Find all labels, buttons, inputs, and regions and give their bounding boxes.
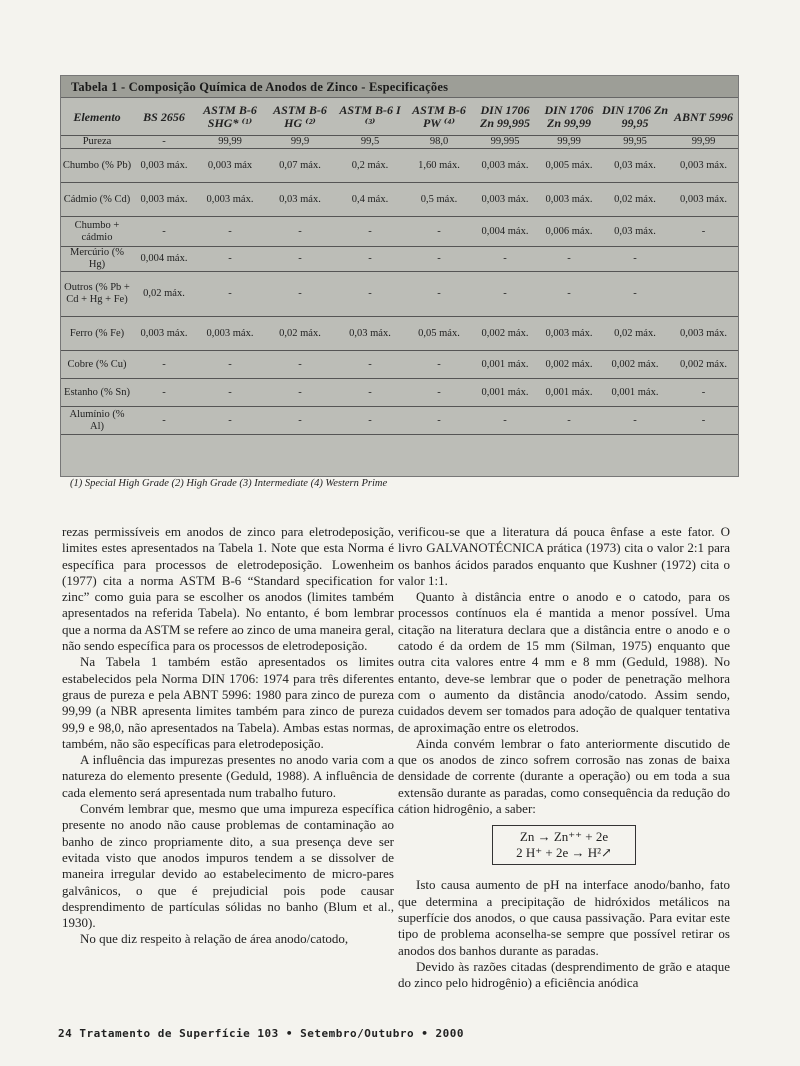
table-cell: - — [133, 379, 195, 407]
table-cell: 0,05 máx. — [405, 317, 473, 351]
table-header: DIN 1706 Zn 99,995 — [473, 99, 537, 136]
table-cell: - — [265, 217, 335, 247]
spec-table — [61, 99, 738, 435]
table-cell: - — [195, 407, 265, 435]
table-row — [61, 183, 738, 217]
table-cell: - — [473, 407, 537, 435]
table-cell: - — [537, 407, 601, 435]
paragraph: A influência das impurezas presentes no anodo varia com a natureza do elemento presente (Geduld, 1988). A influência de cada elemento será apresentada num trabalho futuro. — [62, 752, 394, 800]
table-cell: - — [537, 247, 601, 272]
table-cell: 0,003 máx. — [133, 183, 195, 217]
table-cell: 0,006 máx. — [537, 217, 601, 247]
page-footer: 24 Tratamento de Superfície 103 • Setembro/Outubro • 2000 — [58, 1027, 464, 1040]
table-row — [61, 351, 738, 379]
table-cell: 0,002 máx. — [537, 351, 601, 379]
table-cell: 0,003 máx. — [473, 183, 537, 217]
table-row — [61, 317, 738, 351]
table-cell: - — [195, 379, 265, 407]
table-row — [61, 379, 738, 407]
table-cell: - — [669, 379, 738, 407]
equation-box — [492, 825, 636, 865]
table-cell: 0,003 máx. — [195, 317, 265, 351]
table-cell: 0,002 máx. — [473, 317, 537, 351]
table-cell: 99,995 — [473, 136, 537, 149]
table-cell: 0,003 máx. — [133, 317, 195, 351]
table-cell: - — [265, 407, 335, 435]
equation-zinc: Zn → Zn⁺⁺ + 2e — [519, 829, 609, 845]
table-cell — [669, 247, 738, 272]
paragraph: rezas permissíveis em anodos de zinco para eletrodeposição, limites estes apresentados na Tabela 1. Note que esta Norma é específica para processos de eletrodeposição. Lowenheim (1977) cita a norma ASTM B-6 “Standard specification for zinc” como guia para se escolher os anodos (limites também apresentados na referida Tabela). No entanto, é bom lembrar que a norma da ASTM se refere ao zinco de uma maneira geral, não sendo específica para os processos de eletrodeposição. — [62, 524, 394, 654]
table-row — [61, 136, 738, 149]
table-cell: 0,002 máx. — [669, 351, 738, 379]
table-cell: 0,03 máx. — [601, 149, 669, 183]
row-element-label: Chumbo + cádmio — [61, 217, 133, 247]
table-cell: 98,0 — [405, 136, 473, 149]
table-header: DIN 1706 Zn 99,99 — [537, 99, 601, 136]
table-cell: 0,004 máx. — [133, 247, 195, 272]
table-cell: 0,001 máx. — [473, 351, 537, 379]
table-cell: - — [133, 351, 195, 379]
table-cell: 99,5 — [335, 136, 405, 149]
table-cell: - — [405, 407, 473, 435]
table-composition — [60, 75, 739, 477]
table-cell: - — [195, 272, 265, 317]
table-cell: - — [133, 217, 195, 247]
table-cell: 0,4 máx. — [335, 183, 405, 217]
table-header: BS 2656 — [133, 99, 195, 136]
row-element-label: Outros (% Pb + Cd + Hg + Fe) — [61, 272, 133, 317]
table-cell: 0,001 máx. — [601, 379, 669, 407]
table-cell: - — [473, 247, 537, 272]
table-row — [61, 272, 738, 317]
row-element-label: Pureza — [61, 136, 133, 149]
table-cell: - — [473, 272, 537, 317]
table-row — [61, 217, 738, 247]
table-cell: 0,07 máx. — [265, 149, 335, 183]
table-cell: 0,001 máx. — [473, 379, 537, 407]
table-row — [61, 149, 738, 183]
table-cell: 0,02 máx. — [601, 317, 669, 351]
left-column — [62, 524, 394, 948]
table-header: ASTM B-6 SHG* ⁽¹⁾ — [195, 99, 265, 136]
table-cell: - — [335, 407, 405, 435]
table-cell: 0,5 máx. — [405, 183, 473, 217]
table-cell: 99,99 — [195, 136, 265, 149]
paragraph: Na Tabela 1 também estão apresentados os limites estabelecidos pela Norma DIN 1706: 1974 para três diferentes graus de pureza e pela ABNT 5996: 1980 para zinco de pureza 99,99 (a NBR apresenta limites também para zinco de pureza 99,9 e 98,0, não apresentados na Tabela). Ambas estas normas, também, não são específicas para eletrodeposição. — [62, 654, 394, 751]
table-cell: - — [133, 407, 195, 435]
table-cell: 99,99 — [537, 136, 601, 149]
table-row — [61, 247, 738, 272]
table-header: Elemento — [61, 99, 133, 136]
table-cell: 99,95 — [601, 136, 669, 149]
table-cell: 0,001 máx. — [537, 379, 601, 407]
paragraph: verificou-se que a literatura dá pouca ênfase a este fator. O livro GALVANOTÉCNICA prática (1973) cita o valor 2:1 para os banhos ácidos parados enquanto que Kushner (1972) cita o valor 1:1. — [398, 524, 730, 588]
table-cell: - — [405, 247, 473, 272]
table-cell: 0,005 máx. — [537, 149, 601, 183]
table-cell: - — [669, 407, 738, 435]
row-element-label: Cobre (% Cu) — [61, 351, 133, 379]
table-cell: - — [265, 247, 335, 272]
table-cell: 0,004 máx. — [473, 217, 537, 247]
paragraph: Quanto à distância entre o anodo e o catodo, para os processos contínuos ela é mantida a menor possível. Uma citação na literatura declara que a distância entre o anodo e o catodo é da ordem de 15 mm (Silman, 1975) enquanto que outra cita valores entre 4 mm e 8 mm (Geduld, 1988). No entanto, deve-se lembrar que o poder de penetração melhora com o aumento da distância anodo/catodo. Assim sendo, cuidados devem ser tomados para adoção de qualquer tentativa de aproximação entre os eletrodos. — [398, 589, 730, 735]
row-element-label: Ferro (% Fe) — [61, 317, 133, 351]
table-cell: 99,9 — [265, 136, 335, 149]
table-cell: - — [601, 247, 669, 272]
table-cell: - — [601, 407, 669, 435]
table-cell: 0,003 máx. — [133, 149, 195, 183]
table-cell: - — [335, 217, 405, 247]
table-cell: 0,003 máx. — [195, 183, 265, 217]
row-element-label: Chumbo (% Pb) — [61, 149, 133, 183]
table-cell: 0,03 máx. — [265, 183, 335, 217]
row-element-label: Estanho (% Sn) — [61, 379, 133, 407]
paragraph: Convém lembrar que, mesmo que uma impureza específica presente no anodo não cause problemas de contaminação ao banho de zinco propriamente dito, a sua presença deve ser evitada visto que anodos impuros tendem a se dissolver de maneira irregular devido ao estabelecimento de micro-pares galvânicos, o que é prejudicial pois pode causar desprendimento de partículas sólidas no banho (Blum et al., 1930). — [62, 801, 394, 931]
table-cell: 0,003 máx — [195, 149, 265, 183]
table-cell: - — [195, 247, 265, 272]
table-cell: - — [265, 272, 335, 317]
table-header: ASTM B-6 HG ⁽²⁾ — [265, 99, 335, 136]
table-header: ASTM B-6 I ⁽³⁾ — [335, 99, 405, 136]
table-footnotes: (1) Special High Grade (2) High Grade (3) Intermediate (4) Western Prime — [70, 478, 388, 489]
table-cell: 1,60 máx. — [405, 149, 473, 183]
paragraph: Ainda convém lembrar o fato anteriormente discutido de que os anodos de zinco sofrem corrosão nas zonas de baixa densidade de corrente (durante a operação) ou em toda a sua extensão durante as paradas, como consequência da redução do cátion hidrogênio, a saber: — [398, 735, 730, 817]
table-cell: 0,02 máx. — [133, 272, 195, 317]
table-cell: 0,003 máx. — [669, 317, 738, 351]
table-row — [61, 407, 738, 435]
table-cell: 99,99 — [669, 136, 738, 149]
table-title: Tabela 1 - Composição Química de Anodos de Zinco - Especificações — [61, 76, 738, 98]
paragraph: Devido às razões citadas (desprendimento de grão e ataque do zinco pelo hidrogênio) a eficiência anódica — [398, 958, 730, 991]
paragraph: Isto causa aumento de pH na interface anodo/banho, fato que determina a precipitação de hidróxidos metálicos na superfície dos anodos, o que causa passivação. Para evitar este tipo de problema aconselha-se sempre que possível retirar os anodos dos banhos durante as paradas. — [398, 877, 730, 958]
table-cell: 0,003 máx. — [669, 149, 738, 183]
table-cell: - — [405, 272, 473, 317]
row-element-label: Alumínio (% Al) — [61, 407, 133, 435]
table-cell: 0,03 máx. — [335, 317, 405, 351]
table-cell: - — [601, 272, 669, 317]
table-cell: - — [335, 351, 405, 379]
table-header-row — [61, 99, 738, 136]
table-cell: - — [195, 217, 265, 247]
table-cell: - — [265, 379, 335, 407]
table-cell: - — [335, 379, 405, 407]
table-cell: - — [133, 136, 195, 149]
table-cell: 0,2 máx. — [335, 149, 405, 183]
table-cell: - — [405, 379, 473, 407]
right-column — [398, 524, 730, 991]
table-cell: 0,02 máx. — [601, 183, 669, 217]
table-cell: - — [335, 272, 405, 317]
row-element-label: Cádmio (% Cd) — [61, 183, 133, 217]
table-cell: 0,003 máx. — [473, 149, 537, 183]
table-cell: 0,003 máx. — [669, 183, 738, 217]
table-cell: 0,002 máx. — [601, 351, 669, 379]
table-cell: 0,003 máx. — [537, 183, 601, 217]
table-cell: - — [335, 247, 405, 272]
row-element-label: Mercúrio (% Hg) — [61, 247, 133, 272]
equation-hydrogen: 2 H⁺ + 2e → H²↗ — [516, 845, 612, 861]
table-cell: 0,02 máx. — [265, 317, 335, 351]
table-header: ABNT 5996 — [669, 99, 738, 136]
table-cell: - — [265, 351, 335, 379]
table-cell: - — [537, 272, 601, 317]
table-cell: - — [195, 351, 265, 379]
table-cell: 0,003 máx. — [537, 317, 601, 351]
table-cell: - — [405, 351, 473, 379]
table-cell: 0,03 máx. — [601, 217, 669, 247]
paragraph: No que diz respeito à relação de área anodo/catodo, — [80, 931, 349, 947]
table-header: DIN 1706 Zn 99,95 — [601, 99, 669, 136]
table-cell — [669, 272, 738, 317]
table-cell: - — [405, 217, 473, 247]
table-cell: - — [669, 217, 738, 247]
table-header: ASTM B-6 PW ⁽⁴⁾ — [405, 99, 473, 136]
